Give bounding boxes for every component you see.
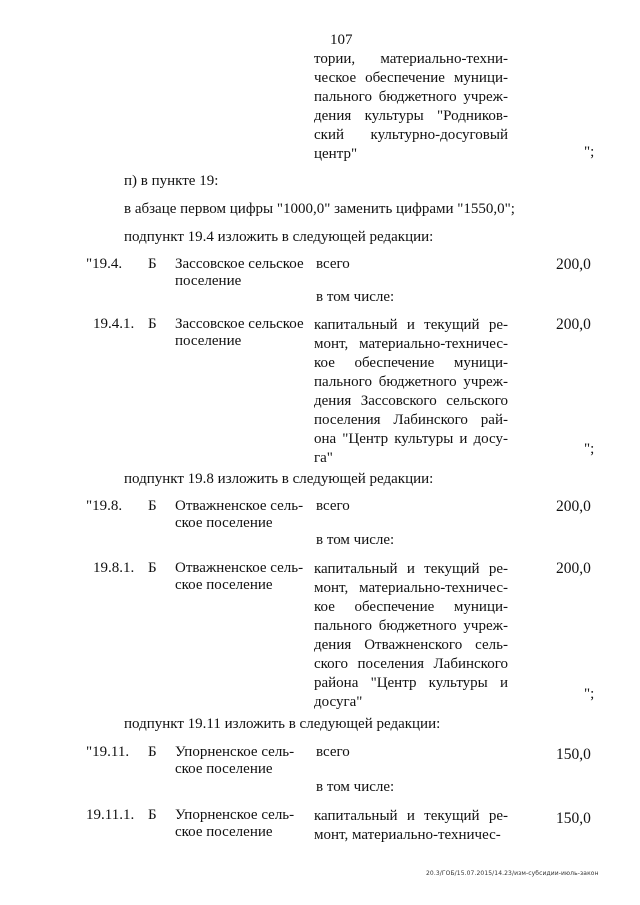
instruction-item-p: п) в пункте 19: — [124, 173, 219, 189]
row-description — [314, 560, 508, 712]
row-category: Б — [148, 744, 157, 760]
row-amount: 200,0 — [556, 560, 591, 577]
including-label: в том числе: — [316, 779, 395, 795]
text-line: монт, материально-техничес- — [314, 580, 508, 596]
text-line: поселение — [175, 333, 242, 349]
text-line: Упорненское сель- — [175, 807, 295, 823]
text-line: монт, материально-техничес- — [314, 827, 501, 843]
row-name — [175, 744, 294, 778]
text-line: монт, материально-техничес- — [314, 336, 508, 352]
row-description: всего — [316, 256, 350, 272]
row-name — [175, 807, 294, 841]
text-line: Отважненское сель- — [175, 498, 304, 514]
text-line: ское поселение — [175, 577, 273, 593]
row-category: Б — [148, 256, 157, 272]
instruction-sub-19-11: подпункт 19.11 изложить в следующей редакции: — [124, 716, 441, 732]
instruction-first-paragraph: в абзаце первом цифры "1000,0" заменить цифрами "1550,0"; — [124, 201, 515, 217]
including-label: в том числе: — [316, 289, 395, 305]
text-line: досуга" — [314, 694, 363, 710]
row-name — [175, 498, 303, 532]
text-line: ский культурно-досуговый — [314, 127, 508, 143]
row-number: 19.8.1. — [93, 560, 135, 576]
row-number: "19.11. — [86, 744, 130, 760]
text-line: пального бюджетного учреж- — [314, 374, 508, 390]
text-line: поселения Лабинского рай- — [314, 412, 508, 428]
text-line: Зассовское сельское — [175, 316, 304, 332]
text-line: Зассовское сельское — [175, 256, 304, 272]
text-line: капитальный и текущий ре- — [314, 317, 508, 333]
text-line: капитальный и текущий ре- — [314, 561, 508, 577]
text-line: ское поселение — [175, 761, 273, 777]
row-category: Б — [148, 498, 157, 514]
row-name — [175, 316, 304, 350]
row-number: 19.11.1. — [86, 807, 135, 823]
row-name — [175, 560, 303, 594]
row-amount: 200,0 — [556, 498, 591, 515]
continuation-text — [314, 50, 508, 164]
text-line: ческое обеспечение муници- — [314, 70, 508, 86]
text-line: пального бюджетного учреж- — [314, 89, 508, 105]
instruction-sub-19-4: подпункт 19.4 изложить в следующей редакции: — [124, 229, 434, 245]
row-amount: 200,0 — [556, 256, 591, 273]
row-amount: 200,0 — [556, 316, 591, 333]
text-line: района "Центр культуры и — [314, 675, 508, 691]
text-line: центр" — [314, 146, 358, 162]
text-line: кое обеспечение муници- — [314, 355, 508, 371]
text-line: тории, материально-техни- — [314, 51, 508, 67]
footer-file-path: 20.3/ГОБ/15.07.2015/14.23/изм-субсидии-июль-закон — [426, 870, 599, 877]
text-line: Отважненское сель- — [175, 560, 304, 576]
closing-quote: "; — [584, 441, 595, 457]
text-line: ского поселения Лабинского — [314, 656, 508, 672]
instruction-sub-19-8: подпункт 19.8 изложить в следующей редакции: — [124, 471, 434, 487]
text-line: га" — [314, 450, 333, 466]
row-description: всего — [316, 744, 350, 760]
text-line: дения Зассовского сельского — [314, 393, 508, 409]
page-number: 107 — [330, 32, 353, 48]
text-line: пального бюджетного учреж- — [314, 618, 508, 634]
row-name — [175, 256, 304, 290]
text-line: дения культуры "Родников- — [314, 108, 508, 124]
closing-quote: "; — [584, 144, 595, 160]
including-label: в том числе: — [316, 532, 395, 548]
text-line: поселение — [175, 273, 242, 289]
row-number: "19.4. — [86, 256, 123, 272]
row-number: "19.8. — [86, 498, 123, 514]
row-description: всего — [316, 498, 350, 514]
text-line: дения Отважненского сель- — [314, 637, 508, 653]
text-line: ское поселение — [175, 515, 273, 531]
row-amount: 150,0 — [556, 746, 591, 763]
row-description — [314, 807, 508, 845]
row-category: Б — [148, 316, 157, 332]
text-line: кое обеспечение муници- — [314, 599, 508, 615]
row-category: Б — [148, 560, 157, 576]
text-line: она "Центр культуры и досу- — [314, 431, 508, 447]
closing-quote: "; — [584, 686, 595, 702]
row-number: 19.4.1. — [93, 316, 135, 332]
text-line: ское поселение — [175, 824, 273, 840]
text-line: капитальный и текущий ре- — [314, 808, 508, 824]
row-category: Б — [148, 807, 157, 823]
text-line: Упорненское сель- — [175, 744, 295, 760]
row-description — [314, 316, 508, 468]
row-amount: 150,0 — [556, 810, 591, 827]
